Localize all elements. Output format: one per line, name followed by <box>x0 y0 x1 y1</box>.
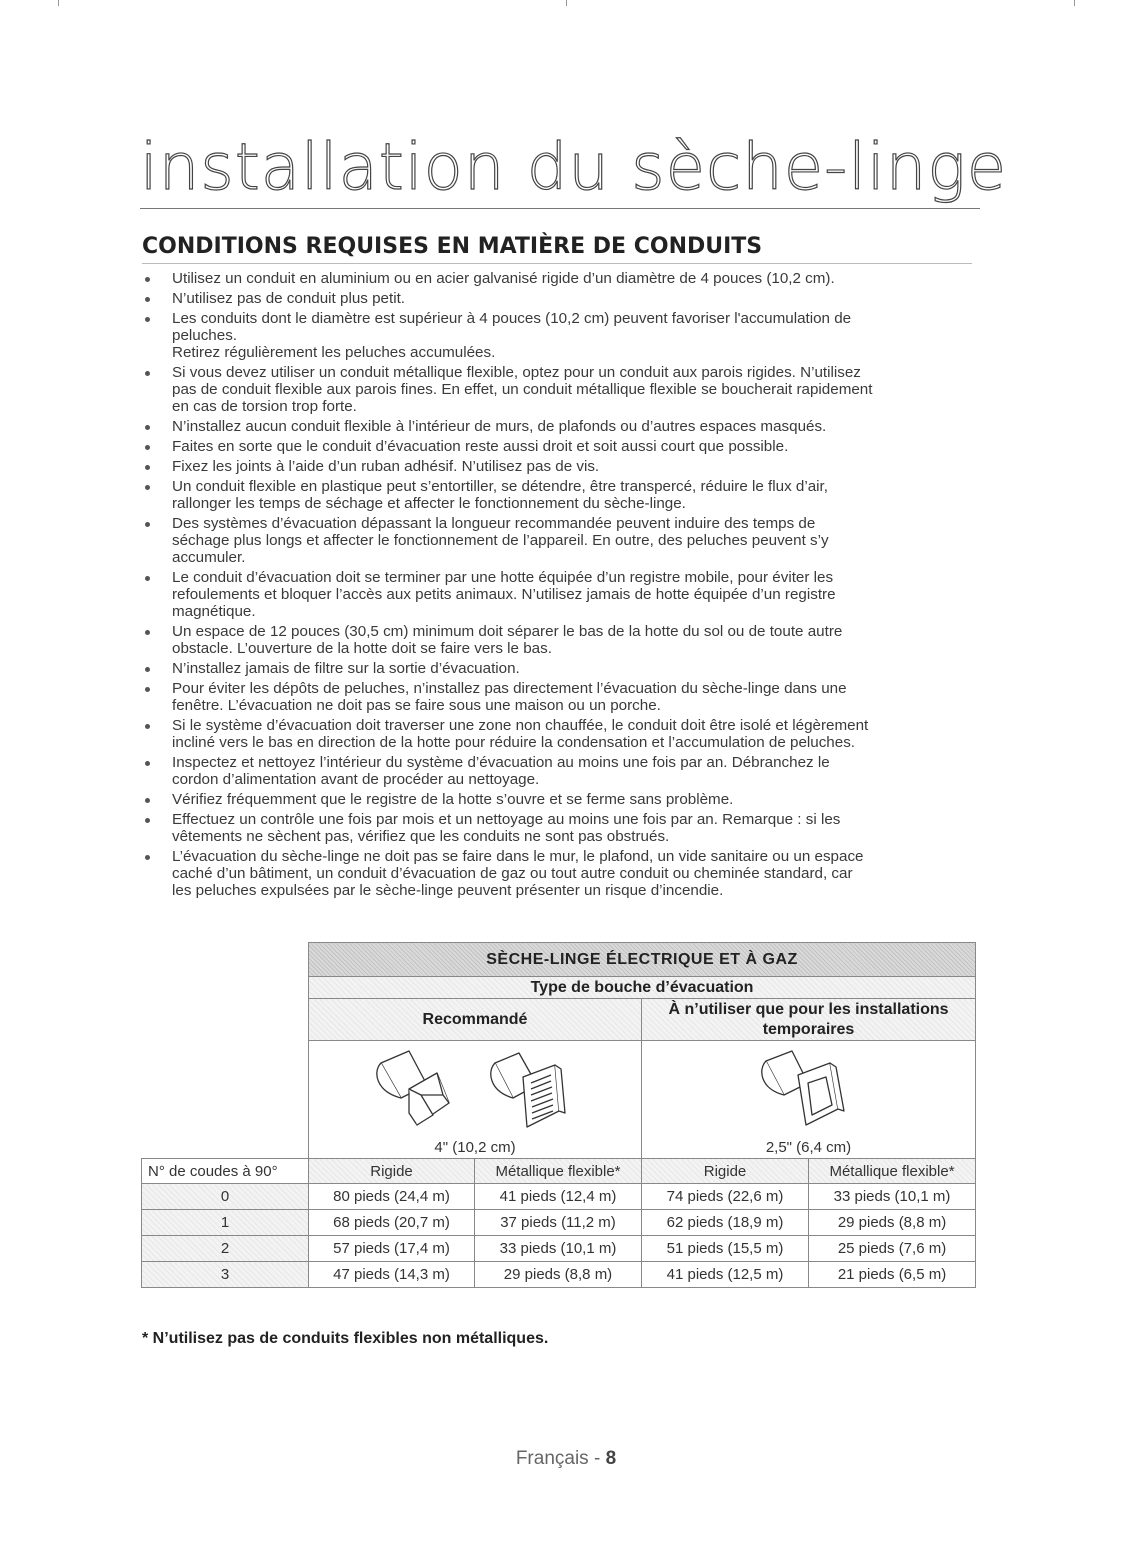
list-item <box>142 418 977 435</box>
list-item-line: Si vous devez utiliser un conduit métallique flexible, optez pour un conduit aux parois rigides. N’utilisez <box>172 364 861 381</box>
table-row <box>142 1262 976 1288</box>
table-cell: 80 pieds (24,4 m) <box>309 1184 475 1210</box>
page-number: 8 <box>605 1448 617 1469</box>
bullet-dot <box>145 687 150 692</box>
col-header-flexible: Métallique flexible* <box>475 1159 642 1184</box>
bullet-dot <box>145 522 150 527</box>
table-cell: 29 pieds (8,8 m) <box>475 1262 642 1288</box>
list-item-line: Des systèmes d’évacuation dépassant la longueur recommandée peuvent induire des temps de <box>172 515 816 532</box>
list-item <box>142 270 977 287</box>
table-cell: 57 pieds (17,4 m) <box>309 1236 475 1262</box>
table-cell: 74 pieds (22,6 m) <box>642 1184 809 1210</box>
table-row <box>142 1184 976 1210</box>
temporary-hood-cell <box>642 1041 976 1159</box>
bullet-dot <box>145 425 150 430</box>
list-item-line: N’installez aucun conduit flexible à l’intérieur de murs, de plafonds ou d’autres espaces masqués. <box>172 418 827 435</box>
temporary-hood-illustration <box>642 1043 972 1138</box>
elbow-count: 2 <box>142 1236 309 1262</box>
list-item <box>142 754 977 788</box>
list-item-line: cordon d’alimentation avant de procéder au nettoyage. <box>172 771 540 788</box>
table-cell: 29 pieds (8,8 m) <box>809 1210 976 1236</box>
elbow-count: 3 <box>142 1262 309 1288</box>
list-item <box>142 848 977 899</box>
bullet-dot <box>145 297 150 302</box>
list-item <box>142 791 977 808</box>
list-item-line: refoulements et bloquer l’accès aux petits animaux. N’utilisez jamais de hotte équipée d’un registre <box>172 586 836 603</box>
elbow-count: 0 <box>142 1184 309 1210</box>
list-item-line: peluches. <box>172 327 238 344</box>
list-item <box>142 717 977 751</box>
bullet-dot <box>145 485 150 490</box>
table-cell: 37 pieds (11,2 m) <box>475 1210 642 1236</box>
elbows-column-header: N° de coudes à 90° <box>142 1159 309 1184</box>
list-item-line: vêtements ne sèchent pas, vérifiez que les conduits ne sont pas obstrués. <box>172 828 670 845</box>
table-cell: 25 pieds (7,6 m) <box>809 1236 976 1262</box>
col-header-rigid: Rigide <box>642 1159 809 1184</box>
col-header-rigid: Rigide <box>309 1159 475 1184</box>
list-item-line: Le conduit d’évacuation doit se terminer par une hotte équipée d’un registre mobile, pour éviter les <box>172 569 834 586</box>
section-heading: CONDITIONS REQUISES EN MATIÈRE DE CONDUITS <box>142 233 972 264</box>
bullet-dot <box>145 317 150 322</box>
list-item-line: Faites en sorte que le conduit d’évacuation reste aussi droit et soit aussi court que possible. <box>172 438 789 455</box>
recommended-hoods-cell <box>309 1041 642 1159</box>
list-item <box>142 364 977 415</box>
vent-type-header: Type de bouche d’évacuation <box>309 977 976 999</box>
list-item-line: Fixez les joints à l’aide d’un ruban adhésif. N’utilisez pas de vis. <box>172 458 600 475</box>
bullet-dot <box>145 371 150 376</box>
crop-mark <box>58 0 59 6</box>
table-cell: 33 pieds (10,1 m) <box>475 1236 642 1262</box>
list-item-line: Inspectez et nettoyez l’intérieur du système d’évacuation au moins une fois par an. Débranchez le <box>172 754 830 771</box>
recommended-duct-size: 4" (10,2 cm) <box>434 1139 516 1156</box>
list-item <box>142 310 977 361</box>
table-corner <box>142 943 309 977</box>
bullet-dot <box>145 724 150 729</box>
hood-vent-icon <box>377 1051 449 1125</box>
list-item <box>142 811 977 845</box>
list-item <box>142 623 977 657</box>
table-cell: 62 pieds (18,9 m) <box>642 1210 809 1236</box>
list-item <box>142 515 977 566</box>
list-item-line: séchage plus longs et affecter le fonctionnement de l’appareil. En outre, des peluches peuvent s’y <box>172 532 829 549</box>
list-item <box>142 478 977 512</box>
table-cell: 68 pieds (20,7 m) <box>309 1210 475 1236</box>
list-item-line: Un conduit flexible en plastique peut s’entortiller, se détendre, être transpercé, réduire le flux d’air, <box>172 478 828 495</box>
requirements-list <box>142 270 977 902</box>
table-band-title: SÈCHE-LINGE ÉLECTRIQUE ET À GAZ <box>309 943 976 977</box>
col-header-flexible: Métallique flexible* <box>809 1159 976 1184</box>
bullet-dot <box>145 277 150 282</box>
crop-mark <box>1074 0 1075 6</box>
bullet-dot <box>145 761 150 766</box>
table-row <box>142 1210 976 1236</box>
list-item-line: N’utilisez pas de conduit plus petit. <box>172 290 406 307</box>
list-item-line: magnétique. <box>172 603 256 620</box>
list-item <box>142 438 977 455</box>
list-item-line: N’installez jamais de filtre sur la sortie d’évacuation. <box>172 660 520 677</box>
exhaust-length-table <box>141 942 976 1288</box>
page-title: installation du sèche-linge <box>140 128 980 209</box>
bullet-dot <box>145 798 150 803</box>
list-item-line: fenêtre. L’évacuation ne doit pas se faire sous une maison ou un porche. <box>172 697 661 714</box>
bullet-dot <box>145 445 150 450</box>
table-cell: 51 pieds (15,5 m) <box>642 1236 809 1262</box>
bullet-dot <box>145 465 150 470</box>
list-item <box>142 569 977 620</box>
list-item-line: Les conduits dont le diamètre est supérieur à 4 pouces (10,2 cm) peuvent favoriser l'accumulation de <box>172 310 852 327</box>
louvered-vent-icon <box>491 1053 565 1127</box>
list-item-line: rallonger les temps de séchage et affecter le fonctionnement du sèche-linge. <box>172 495 686 512</box>
table-cell: 41 pieds (12,4 m) <box>475 1184 642 1210</box>
bullet-dot <box>145 667 150 672</box>
list-item <box>142 680 977 714</box>
list-item-line: Vérifiez fréquemment que le registre de la hotte s’ouvre et se ferme sans problème. <box>172 791 734 808</box>
list-item-line: les peluches expulsées par le sèche-linge peuvent présenter un risque d’incendie. <box>172 882 724 899</box>
table-row <box>142 1236 976 1262</box>
bullet-dot <box>145 630 150 635</box>
list-item-line: Si le système d’évacuation doit traverser une zone non chauffée, le conduit doit être isolé et légèrement <box>172 717 869 734</box>
list-item <box>142 458 977 475</box>
list-item-line: Effectuez un contrôle une fois par mois et un nettoyage au moins une fois par an. Remarque : si les <box>172 811 841 828</box>
table-cell: 21 pieds (6,5 m) <box>809 1262 976 1288</box>
footer-language: Français - <box>515 1448 606 1469</box>
list-item <box>142 660 977 677</box>
list-item-line: L’évacuation du sèche-linge ne doit pas se faire dans le mur, le plafond, un vide sanitaire ou un espace <box>172 848 864 865</box>
crop-mark <box>566 0 567 6</box>
list-item-line: en cas de torsion trop forte. <box>172 398 357 415</box>
list-item-line: obstacle. L’ouverture de la hotte doit se faire vers le bas. <box>172 640 552 657</box>
list-item <box>142 290 977 307</box>
recommended-hoods-illustration <box>309 1043 639 1138</box>
list-item-line: Retirez régulièrement les peluches accumulées. <box>172 344 496 361</box>
table-cell: 33 pieds (10,1 m) <box>809 1184 976 1210</box>
table-cell: 47 pieds (14,3 m) <box>309 1262 475 1288</box>
bullet-dot <box>145 818 150 823</box>
page-footer <box>0 1448 1132 1470</box>
list-item-line: accumuler. <box>172 549 246 566</box>
footnote: * N’utilisez pas de conduits flexibles non métalliques. <box>142 1330 549 1347</box>
table-cell: 41 pieds (12,5 m) <box>642 1262 809 1288</box>
list-item-line: Pour éviter les dépôts de peluches, n’installez pas directement l’évacuation du sèche-linge dans une <box>172 680 847 697</box>
list-item-line: incliné vers le bas en direction de la hotte pour réduire la condensation et l’accumulation de peluches. <box>172 734 856 751</box>
list-item-line: Un espace de 12 pouces (30,5 cm) minimum doit séparer le bas de la hotte du sol ou de toute autre <box>172 623 843 640</box>
temporary-duct-size: 2,5" (6,4 cm) <box>765 1139 852 1156</box>
elbow-count: 1 <box>142 1210 309 1236</box>
list-item-line: pas de conduit flexible aux parois fines. En effet, un conduit métallique flexible se boucherait rapidement <box>172 381 873 398</box>
temporary-header: À n’utiliser que pour les installations temporaires <box>642 999 976 1041</box>
list-item-line: Utilisez un conduit en aluminium ou en acier galvanisé rigide d’un diamètre de 4 pouces (10,2 cm). <box>172 270 835 287</box>
list-item-line: caché d’un bâtiment, un conduit d’évacuation de gaz ou tout autre conduit ou cheminée standard, car <box>172 865 853 882</box>
recommended-header: Recommandé <box>309 999 642 1041</box>
flap-hood-vent-icon <box>762 1051 844 1125</box>
bullet-dot <box>145 855 150 860</box>
bullet-dot <box>145 576 150 581</box>
